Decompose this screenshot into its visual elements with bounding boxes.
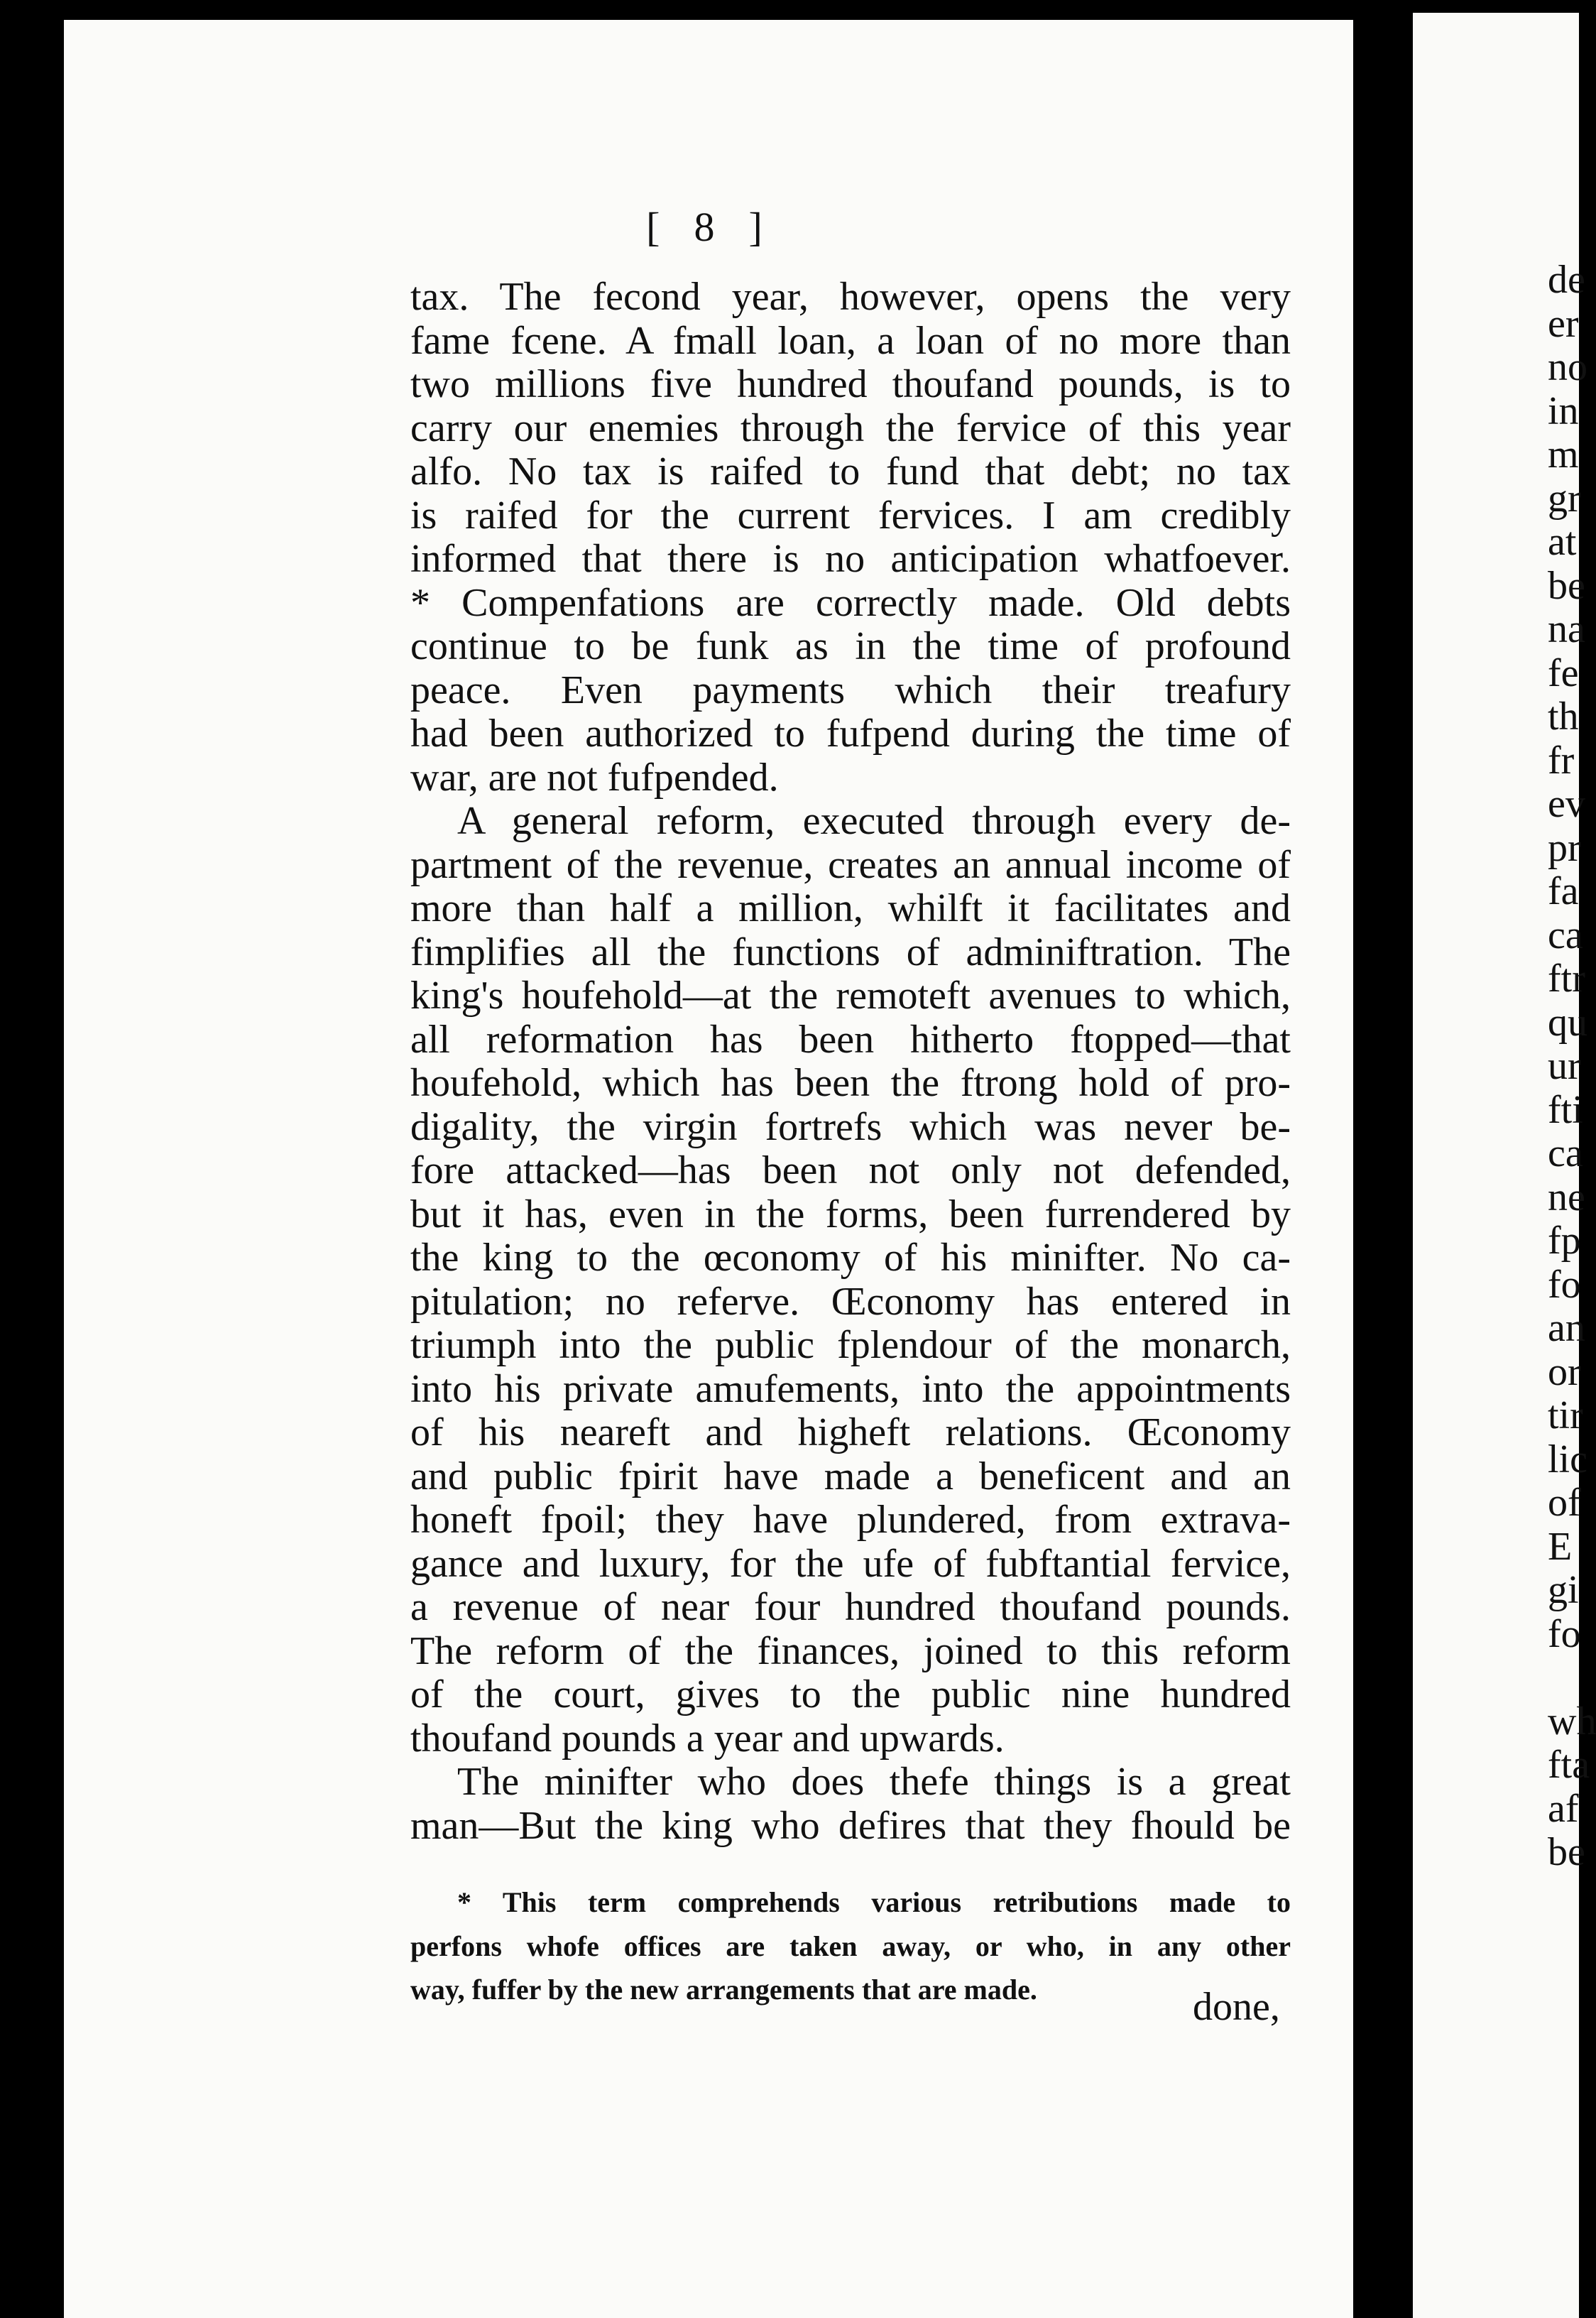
fragment: fe <box>1548 651 1579 695</box>
text-line: into his private amufements, into the appointments <box>410 1366 1291 1411</box>
text-line: peace. Even payments which their treafury <box>410 668 1291 712</box>
footnote <box>410 1884 1291 2015</box>
fragment: th <box>1548 695 1579 739</box>
fragment: ftr <box>1548 957 1585 1001</box>
fragment: fp <box>1548 1219 1581 1263</box>
fragment: fo <box>1548 1611 1581 1656</box>
text-line: of the court, gives to the public nine hundred <box>410 1672 1291 1716</box>
text-line: pitulation; no referve. Œconomy has entered in <box>410 1279 1291 1324</box>
fragment: gi <box>1548 1568 1579 1612</box>
fragment: fti <box>1548 1087 1583 1132</box>
adjacent-page-text <box>1548 259 1596 1875</box>
text-line: is raifed for the current fervices. I am credibly <box>410 493 1291 538</box>
text-line: a revenue of near four hundred thoufand pounds. <box>410 1585 1291 1629</box>
spacer <box>1548 1656 1596 1700</box>
catchword: done, <box>1193 1985 1280 2029</box>
paragraph-start-line: The minifter who does thefe things is a great <box>457 1760 1291 1804</box>
text-line: all reformation has been hitherto ftopped—that <box>410 1017 1291 1062</box>
footnote-line: * This term comprehends various retributions made to <box>457 1886 1291 1918</box>
fragment: or <box>1548 1349 1581 1394</box>
fragment: fo <box>1548 1262 1581 1307</box>
text-line: continue to be funk as in the time of profound <box>410 624 1291 668</box>
fragment: pr <box>1548 825 1581 870</box>
fragment: ne <box>1548 1175 1585 1219</box>
paragraph-start-line: A general reform, executed through every de- <box>457 799 1291 843</box>
footnote-line: perfons whofe offices are taken away, or who, in any other <box>410 1930 1291 1962</box>
text-line: man—But the king who defires that they fhould be <box>410 1803 1291 1848</box>
fragment: ca <box>1548 1131 1583 1175</box>
fragment: an <box>1548 1306 1585 1350</box>
text-line: fore attacked—has been not only not defended, <box>410 1148 1291 1192</box>
fragment: de <box>1548 258 1585 302</box>
text-line: triumph into the public fplendour of the monarch, <box>410 1323 1291 1367</box>
text-line: but it has, even in the forms, been furrendered by <box>410 1192 1291 1236</box>
fragment: wh <box>1548 1699 1596 1743</box>
text-line: digality, the virgin fortrefs which was never be- <box>410 1104 1291 1149</box>
fragment: gr <box>1548 476 1581 521</box>
fragment: be <box>1548 1830 1585 1874</box>
fragment: at <box>1548 520 1577 564</box>
text-line: king's houfehold—at the remoteft avenues to which, <box>410 974 1291 1018</box>
text-line: gance and luxury, for the ufe of fubftantial fervice, <box>410 1541 1291 1586</box>
fragment: no <box>1548 345 1587 389</box>
fragment: ur <box>1548 1044 1581 1088</box>
fragment: be <box>1548 563 1585 608</box>
text-line: fimplifies all the functions of adminiftration. The <box>410 930 1291 974</box>
fragment: E <box>1548 1524 1573 1569</box>
text-line: more than half a million, whilft it facilitates and <box>410 886 1291 930</box>
fragment: lic <box>1548 1437 1587 1481</box>
book-page-left <box>64 20 1353 2318</box>
page-gutter <box>1355 0 1413 2318</box>
text-line: honeft fpoil; they have plundered, from extrava- <box>410 1498 1291 1542</box>
page-number-header <box>64 203 1353 251</box>
text-line: two millions five hundred thoufand pounds, is to <box>410 362 1291 406</box>
text-line: war, are not fufpended. <box>410 755 779 800</box>
body-text <box>410 276 1291 1848</box>
text-line: of his neareft and higheft relations. Œconomy <box>410 1410 1291 1454</box>
fragment: tir <box>1548 1393 1583 1437</box>
fragment: fr <box>1548 738 1575 783</box>
text-line: alfo. No tax is raifed to fund that debt; no tax <box>410 450 1291 494</box>
text-line: had been authorized to fufpend during the time of <box>410 712 1291 756</box>
close-bracket: ] <box>748 204 771 250</box>
text-line: tax. The fecond year, however, opens the very <box>410 275 1291 319</box>
page-number: 8 <box>694 204 723 250</box>
fragment: ev <box>1548 782 1585 826</box>
fragment: fta <box>1548 1743 1590 1787</box>
fragment: m <box>1548 432 1579 477</box>
footnote-line: way, fuffer by the new arrangements that are made. <box>410 1974 1037 2006</box>
fragment: fa <box>1548 869 1579 913</box>
text-line: carry our enemies through the fervice of this year <box>410 406 1291 450</box>
text-line: and public fpirit have made a beneficent and an <box>410 1454 1291 1498</box>
fragment: in <box>1548 388 1579 433</box>
text-line: the king to the œconomy of his minifter. No ca- <box>410 1236 1291 1280</box>
open-bracket: [ <box>646 204 669 250</box>
fragment: qu <box>1548 1000 1587 1045</box>
fragment: of <box>1548 1481 1581 1525</box>
fragment: af <box>1548 1786 1579 1831</box>
text-line: informed that there is no anticipation whatfoever. <box>410 537 1291 581</box>
text-line: houfehold, which has been the ftrong hold of pro- <box>410 1061 1291 1105</box>
text-line: * Compenfations are correctly made. Old debts <box>410 580 1291 625</box>
text-line: thoufand pounds a year and upwards. <box>410 1716 1005 1761</box>
fragment: na <box>1548 607 1585 651</box>
fragment: ca <box>1548 913 1583 957</box>
fragment: er <box>1548 301 1579 346</box>
text-line: partment of the revenue, creates an annual income of <box>410 842 1291 887</box>
text-line: The reform of the finances, joined to this reform <box>410 1628 1291 1673</box>
text-line: fame fcene. A fmall loan, a loan of no more than <box>410 318 1291 363</box>
